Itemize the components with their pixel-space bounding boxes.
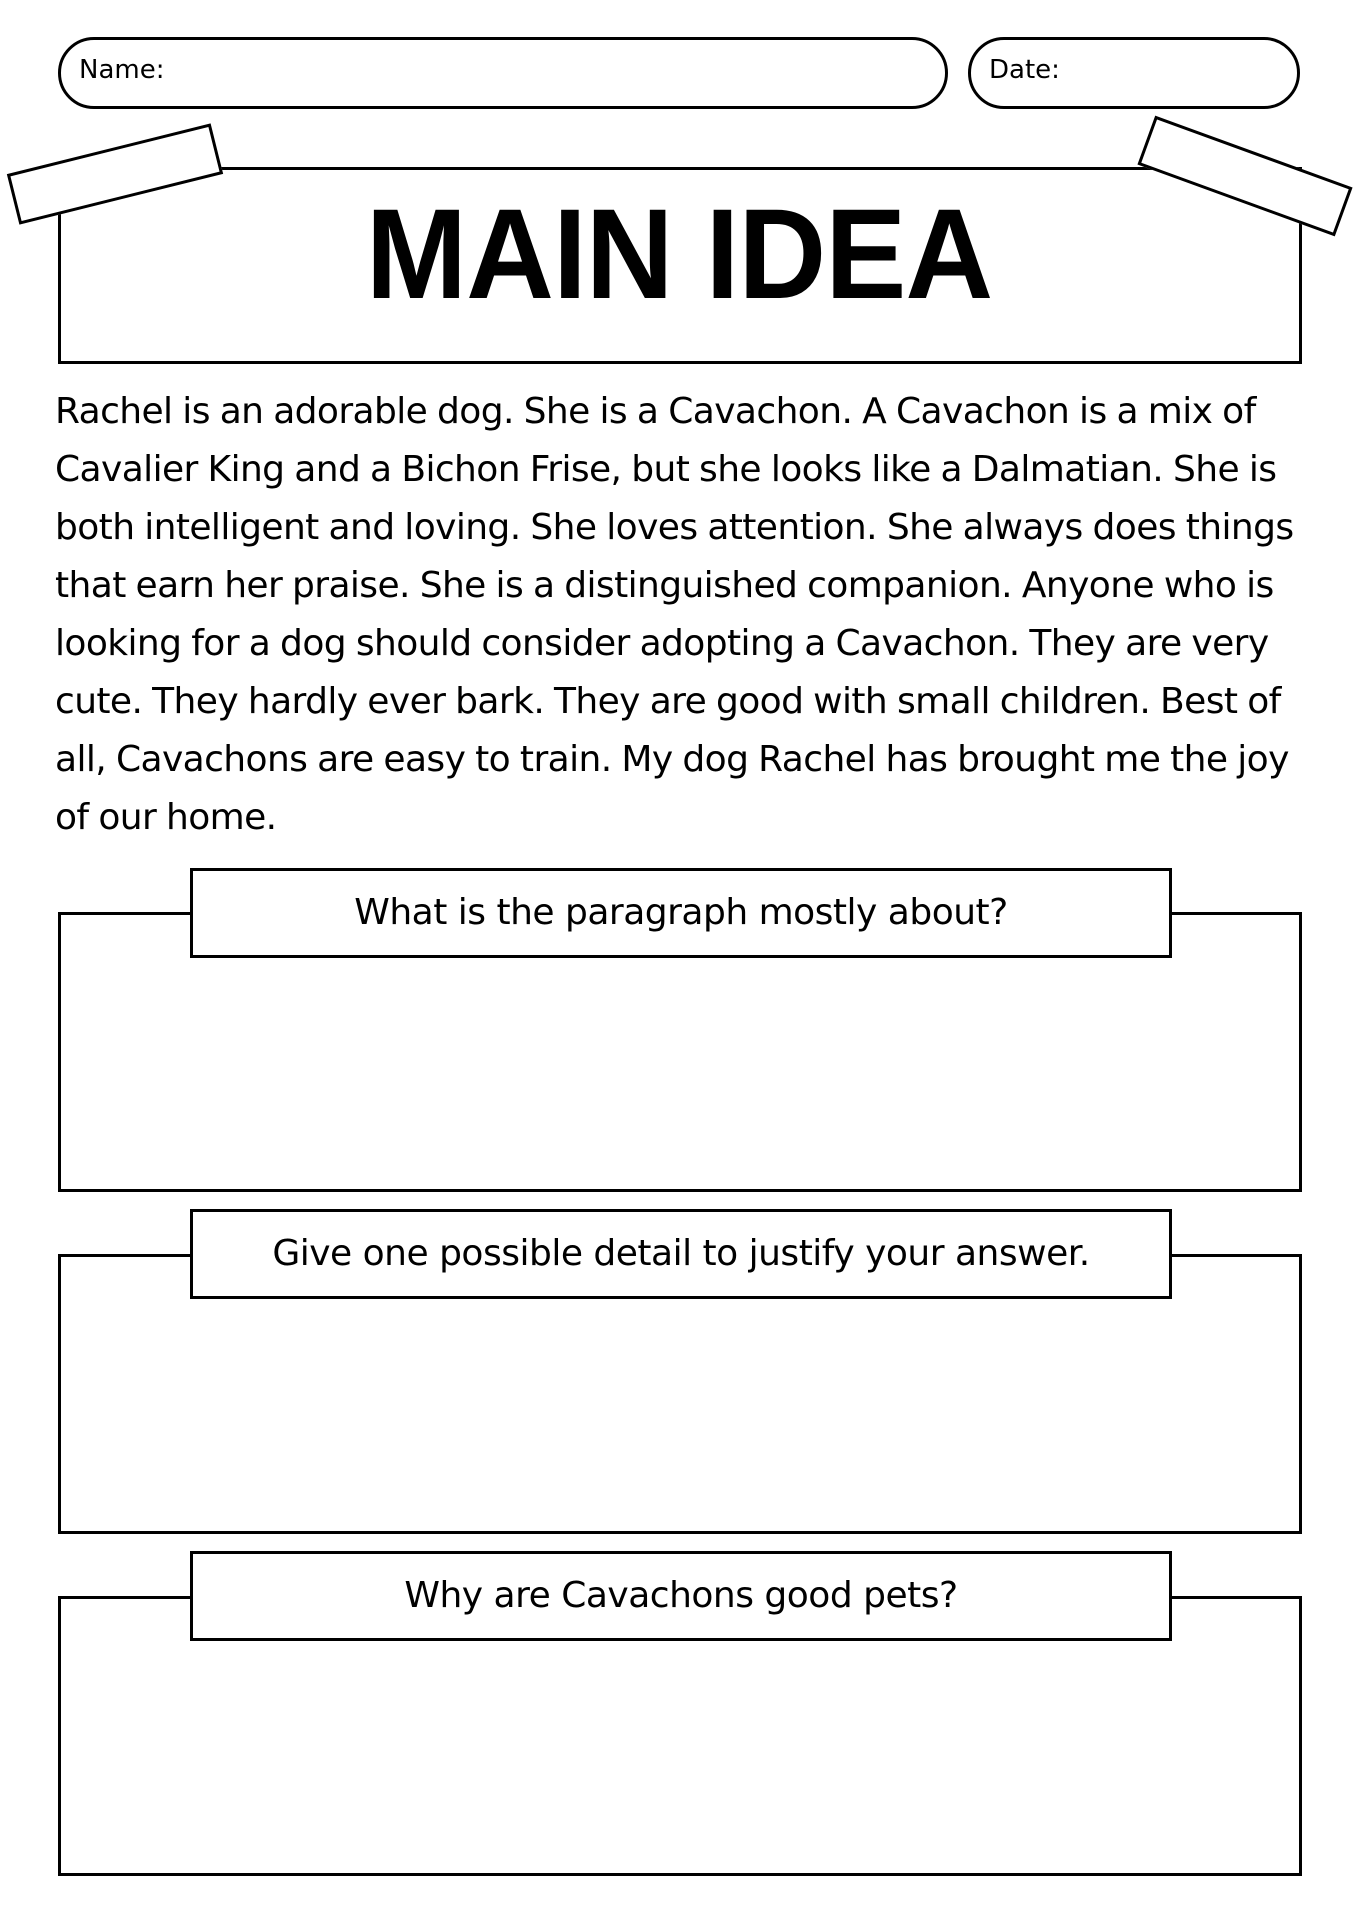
- date-field[interactable]: [968, 37, 1300, 109]
- page-title: MAIN IDEA: [365, 183, 993, 326]
- question-3: Why are Cavachons good pets?: [190, 1551, 1172, 1641]
- name-field[interactable]: [58, 37, 948, 109]
- date-label: Date:: [989, 55, 1060, 85]
- reading-passage: Rachel is an adorable dog. She is a Cavachon. A Cavachon is a mix of Cavalier King and a Bichon Frise, but she looks like a Dalmatian. She is both intelligent and loving. She loves attention. She always does things that earn her praise. She is a distinguished companion. Anyone who is looking for a dog should consider adopting a Cavachon. They are very cute. They hardly ever bark. They are good with small children. Best of all, Cavachons are easy to train. My dog Rachel has brought me the joy of our home.: [55, 391, 1294, 838]
- question-2: Give one possible detail to justify your answer.: [190, 1209, 1172, 1299]
- name-label: Name:: [79, 55, 165, 85]
- question-1: What is the paragraph mostly about?: [190, 868, 1172, 958]
